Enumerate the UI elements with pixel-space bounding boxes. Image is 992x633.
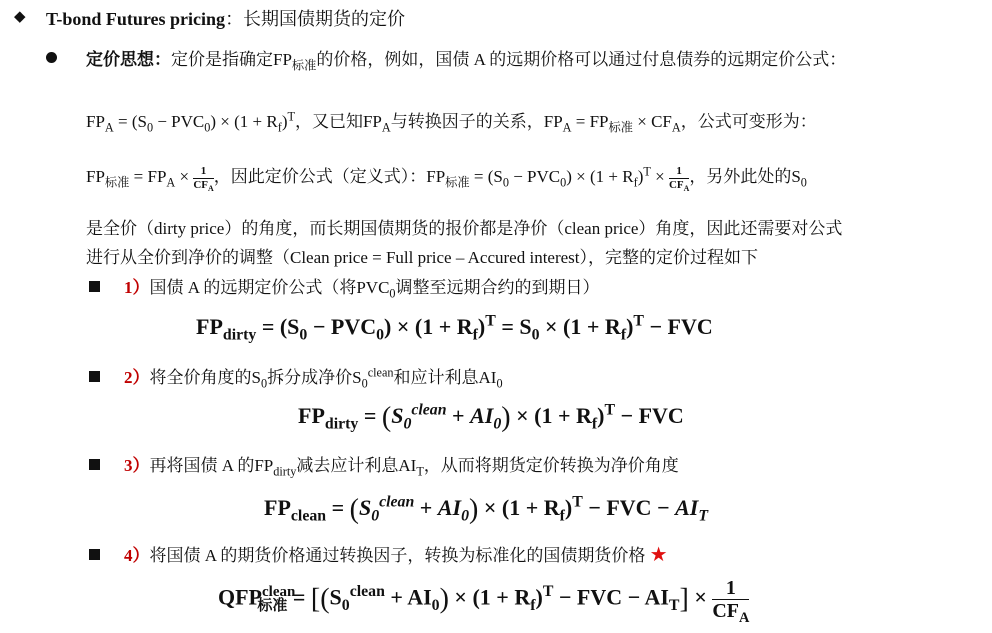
dot-bullet-icon (46, 52, 57, 63)
line3-text-mid2: 与转换因子的关系， (390, 112, 544, 131)
idea-text-a: 定价是指确定FP (171, 50, 292, 69)
square-bullet-icon (89, 281, 100, 292)
sub-std: 标准 (104, 175, 130, 190)
square-bullet-icon (89, 549, 100, 560)
idea-label: 定价思想： (86, 50, 171, 69)
line3-text-mid: ，又已知FP (294, 112, 382, 131)
idea-text-b: 的价格，例如，国债 A 的远期价格可以通过付息债券的远期定价公式： (316, 50, 847, 69)
square-bullet-icon (89, 459, 100, 470)
step-text: ，从而将期货定价转换为净价角度 (423, 456, 679, 475)
equation-4: $QFP^{clean}_{标准} = [(S_0^{clean} + AI_0) \times (1 + R_f)^T$ − FVC − $AI_T$] × $\frac{1}{CF_A}$ (218, 577, 750, 626)
step-1: 1）国债 A 的远期定价公式（将$PVC_0$调整至远期合约的到期日） (124, 278, 600, 301)
paragraph-line-1: 是全价（dirty price）的角度，而长期国债期货的报价都是净价（clean price）角度，因此还需要对公式 (86, 219, 843, 238)
sub-std: 标准 (291, 58, 317, 73)
equation-2: $FP_{dirty} = (S_0^{clean} + AI_0) \times (1 + R_f)^T$ − FVC (298, 401, 684, 433)
diamond-bullet-icon: ◆ (14, 9, 26, 25)
star-icon: ★ (649, 544, 668, 566)
sub-std: 标准 (257, 597, 288, 614)
fraction-1-over-cfa: $\frac{1}{CF_A}$ (668, 164, 690, 193)
step-2: 2）将全价角度的$S_0$拆分成净价$S_0^{clean}$和应计利息$AI_0$ (124, 365, 503, 391)
pricing-idea-line (86, 45, 847, 73)
heading-title-en: T-bond Futures pricing (46, 9, 226, 29)
line4-text-end: ，另外此处的S (689, 167, 801, 186)
step-number: 1） (124, 278, 150, 297)
fraction-1-over-cfa: $\frac{1}{CF_A}$ (712, 577, 750, 626)
step-4 (124, 541, 668, 567)
fraction-1-over-cfa: $\frac{1}{CF_A}$ (193, 164, 214, 193)
step-number: 2） (124, 368, 150, 387)
step-text: 拆分成净价S (267, 368, 362, 387)
sub-std: 标准 (445, 175, 470, 190)
step-text: 将国债 A 的期货价格通过转换因子，转换为标准化的国债期货价格 (149, 546, 646, 565)
step-text: 减去应计利息AI (296, 456, 417, 475)
sub-std: 标准 (608, 120, 633, 135)
step-text: 国债 A 的远期定价公式（将PVC (149, 278, 390, 297)
step-3: 3）再将国债 A 的$FP_{dirty}$减去应计利息$AI_T$，从而将期货定价转换为净价角度 (124, 456, 679, 479)
formula-line-forward: $FP_A = (S_0 - PVC_0) \times (1 + R_f)^T$，又已知$FP_A$与转换因子的关系，$FP_A = FP_{标准} \times CF_A$，公式可变形为： (86, 109, 817, 135)
equation-1: $FP_{dirty} = (S_0 - PVC_0) \times (1 + R_f)^T = S_0 \times (1 + R_f)^T$ − FVC (196, 312, 713, 344)
square-bullet-icon (89, 371, 100, 382)
formula-line-definition: $FP_{标准} = FP_A$ × $\frac{1}{CF_A}$ ，因此定价公式（定义式）：$FP_{标准} = (S_0 - PVC_0) \times (1 + R_f)^T$ × $\frac{1}{CF_A}$ ，另外此处的$S_0$ (86, 164, 807, 193)
heading-title-cn: ：长期国债期货的定价 (225, 9, 406, 29)
section-heading (46, 5, 405, 31)
paragraph-line-2: 进行从全价到净价的调整（Clean price = Full price – Accured interest），完整的定价过程如下 (86, 248, 759, 267)
step-number: 4） (124, 546, 150, 565)
line4-text-mid: ，因此定价公式（定义式）： (213, 167, 427, 186)
step-number: 3） (124, 456, 150, 475)
step-text: 调整至远期合约的到期日） (395, 278, 600, 297)
equation-3: $FP_{clean} = (S_0^{clean} + AI_0) \times (1 + R_f)^T$ − FVC − $AI_T$ (264, 493, 709, 525)
step-text: 再将国债 A 的FP (149, 456, 274, 475)
step-text: 和应计利息AI (393, 368, 497, 387)
step-text: 将全价角度的S (149, 368, 261, 387)
line3-text-end: ，公式可变形为： (680, 112, 817, 131)
